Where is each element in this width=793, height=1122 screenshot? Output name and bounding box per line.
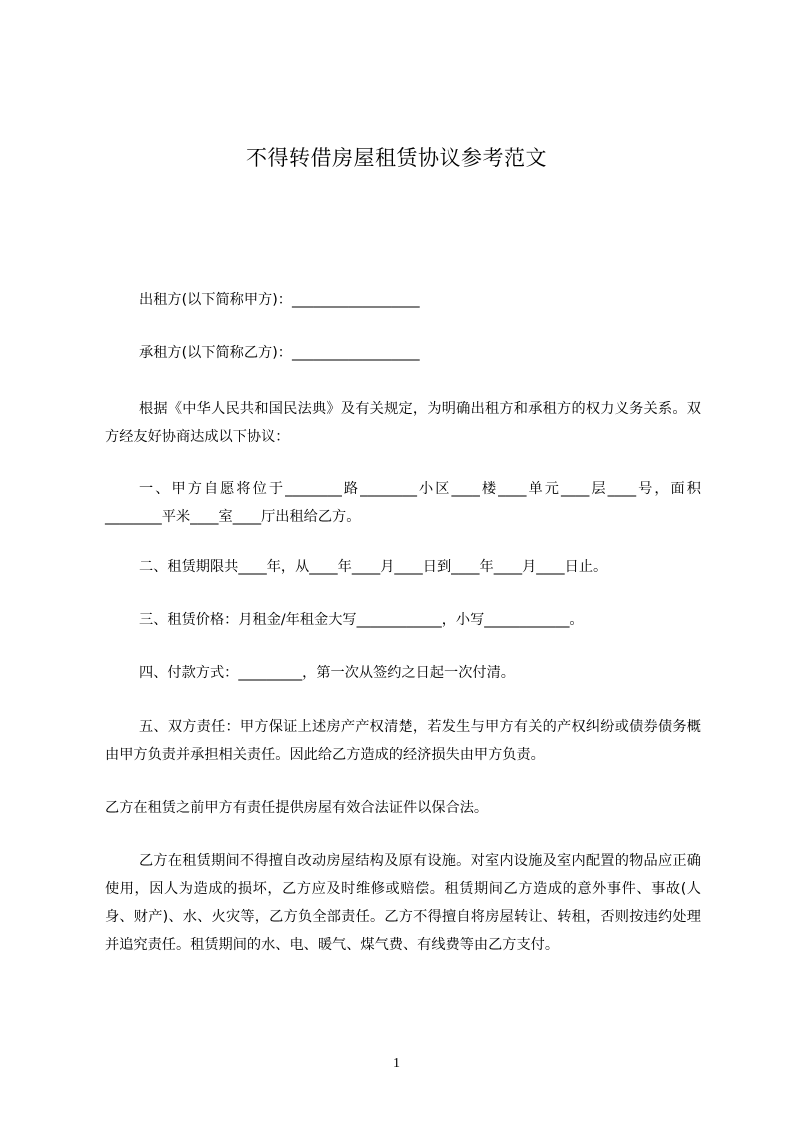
lessee-obligations-paragraph: 乙方在租赁期间不得擅自改动房屋结构及原有设施。对室内设施及室内配置的物品应正确使用，因人为造成的损坏，乙方应及时维修或赔偿。租赁期间乙方造成的意外事件、事故(人身、财产)、水、火灾等，乙方负全部责任。乙方不得擅自将房屋转让、转租，否则按违约处理并追究责任。租赁期间的水、电、暖气、煤气费、有线费等由乙方支付。 bbox=[105, 853, 701, 953]
clause-5-responsibilities: 五、双方责任：甲方保证上述房产产权清楚，若发生与甲方有关的产权纠纷或债券债务概由甲方负责并承担相关责任。因此给乙方造成的经济损失由甲方负责。 bbox=[105, 719, 701, 763]
lessee-line: 承租方(以下简称乙方)：__________________ bbox=[139, 345, 420, 361]
clause-3-rent-price: 三、租赁价格：月租金/年租金大写____________，小写____________。 bbox=[139, 612, 584, 628]
clause-2-lease-term: 二、租赁期限共____年，从____年____月____日到____年____月____日止。 bbox=[139, 559, 608, 575]
clause-4-payment-method: 四、付款方式：_________，第一次从签约之日起一次付清。 bbox=[139, 665, 515, 681]
lessee-documents-paragraph: 乙方在租赁之前甲方有责任提供房屋有效合法证件以保合法。 bbox=[105, 800, 489, 816]
document-title: 不得转借房屋租赁协议参考范文 bbox=[246, 146, 547, 170]
preamble-paragraph: 根据《中华人民共和国民法典》及有关规定，为明确出租方和承租方的权力义务关系。双方经友好协商达成以下协议： bbox=[105, 401, 701, 445]
page-number: 1 bbox=[393, 1056, 400, 1071]
lessor-line: 出租方(以下简称甲方)：__________________ bbox=[139, 292, 420, 308]
clause-1-property-location: 一、甲方自愿将位于________路________小区____楼____单元____层____号，面积________平米____室____厅出租给乙方。 bbox=[105, 481, 701, 525]
